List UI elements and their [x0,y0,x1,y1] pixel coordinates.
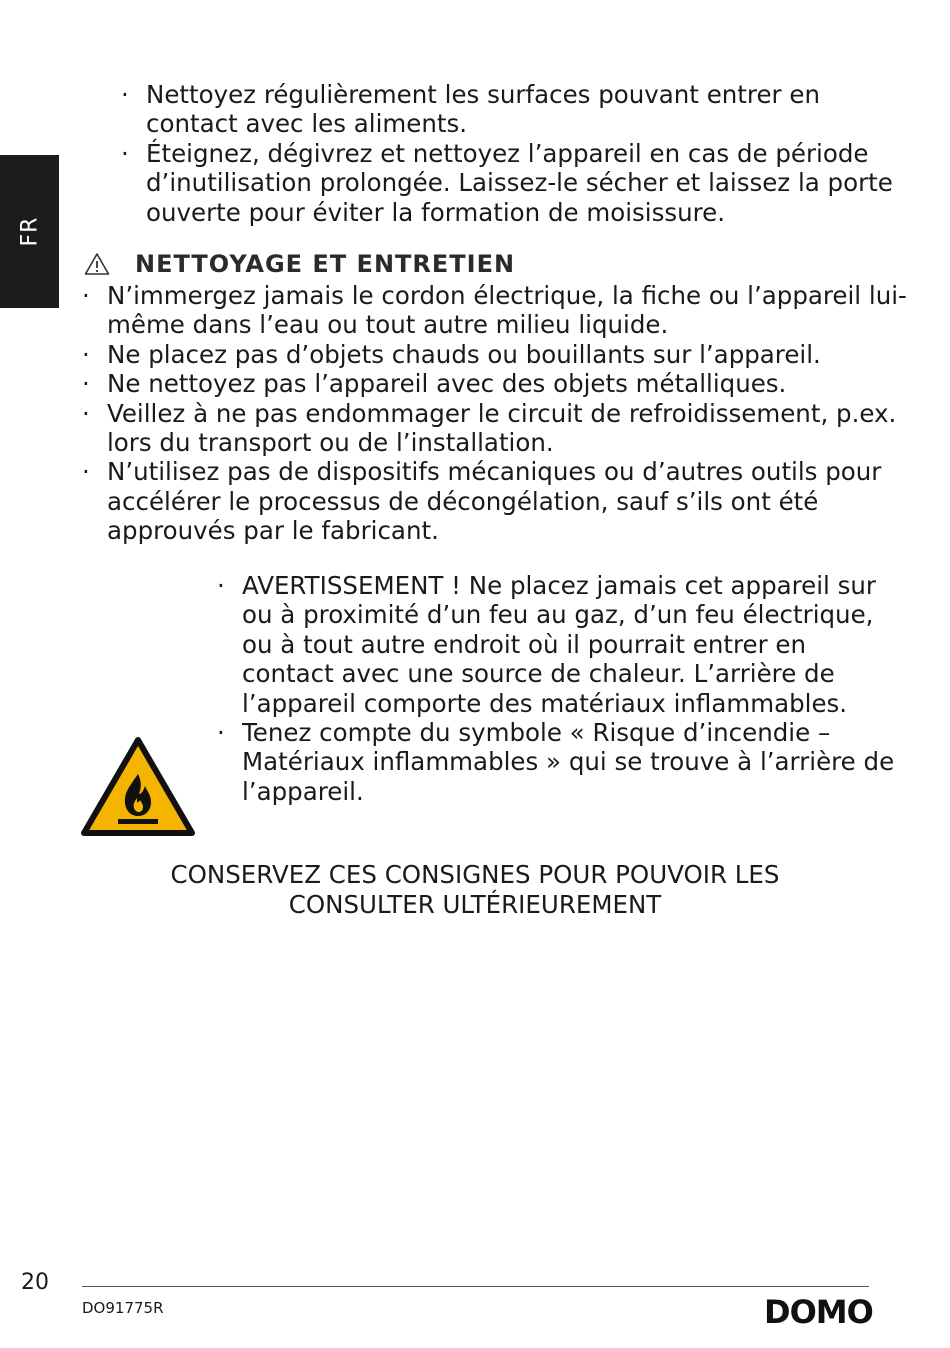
list-item: · AVERTISSEMENT ! Ne placez jamais cet appareil sur ou à proximité d’un feu au gaz, d’un feu électrique, ou à tout autre endroit où il pourrait entrer en contact avec une source de chaleur. L’arrière de l’appareil comporte des matériaux inflammables. [242,571,902,718]
notice-line: CONSERVEZ CES CONSIGNES POUR POUVOIR LES [170,860,780,889]
list-item: · Ne nettoyez pas l’appareil avec des objets métalliques. [107,369,907,398]
section-heading [82,250,782,278]
brand-logo: DOMO [764,1293,873,1331]
list-item: · N’immergez jamais le cordon électrique, la fiche ou l’appareil lui-même dans l’eau ou tout autre milieu liquide. [107,281,907,340]
list-item: · Éteignez, dégivrez et nettoyez l’appareil en cas de période d’inutilisation prolongée. Laissez-le sécher et laissez la porte ouverte pour éviter la formation de moisissure. [146,139,906,227]
language-tab [0,155,59,308]
list-item: · N’utilisez pas de dispositifs mécaniques ou d’autres outils pour accélérer le processus de décongélation, sauf s’ils ont été approuvés par le fabricant. [107,457,907,545]
flammable-warning-icon [80,736,196,837]
list-item: · Veillez à ne pas endommager le circuit de refroidissement, p.ex. lors du transport ou de l’installation. [107,399,907,458]
list-item: · Ne placez pas d’objets chauds ou bouillants sur l’appareil. [107,340,907,369]
keep-instructions-notice [120,860,830,919]
warning-triangle-icon [84,252,110,276]
language-label: FR [16,216,42,247]
warning-bullet-list [242,571,902,806]
footer-divider [82,1286,869,1287]
cleaning-bullet-list [107,281,907,546]
model-number: DO91775R [82,1299,164,1317]
section-heading-text: NETTOYAGE ET ENTRETIEN [135,250,516,278]
page-number: 20 [21,1270,49,1295]
top-bullet-list [146,80,906,227]
list-item: · Tenez compte du symbole « Risque d’incendie – Matériaux inflammables » qui se trouve à l’arrière de l’appareil. [242,718,902,806]
list-item: · Nettoyez régulièrement les surfaces pouvant entrer en contact avec les aliments. [146,80,906,139]
notice-line: CONSULTER ULTÉRIEUREMENT [288,889,662,919]
